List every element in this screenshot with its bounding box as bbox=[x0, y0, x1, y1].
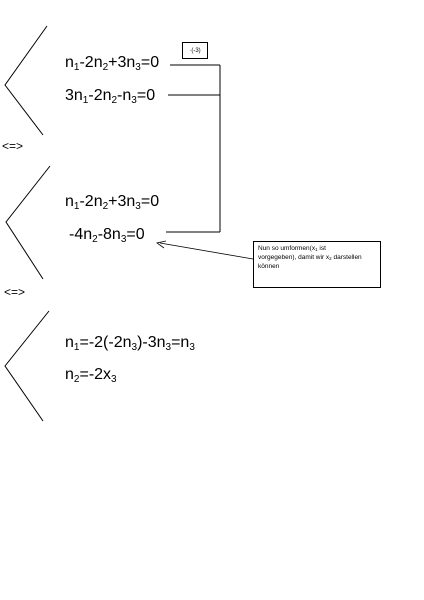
note-arrow-head bbox=[157, 241, 166, 248]
equation-1-1: $n_1-2n_2+3n_3=0$ bbox=[65, 54, 160, 73]
note-arrow-line bbox=[160, 243, 253, 259]
equation-2-2: $-4n_2-8n_3=0$ bbox=[69, 226, 145, 245]
multiplier-box: ·(-3) bbox=[182, 42, 208, 59]
angle-bracket-2 bbox=[6, 166, 50, 279]
equation-3-2: $n_2=-2x_3$ bbox=[65, 366, 117, 385]
equivalence-1: <=> bbox=[2, 139, 24, 153]
equivalence-2: <=> bbox=[4, 285, 26, 299]
annotation-note bbox=[253, 241, 381, 288]
equation-2-1: $n_1-2n_2+3n_3=0$ bbox=[65, 193, 160, 212]
note-line-1: Nun so $umformen(x_1$ ist bbox=[258, 245, 326, 252]
equation-1-2: $3n_1-2n_2-n_3=0$ bbox=[65, 87, 156, 106]
note-line-2: vorgegeben), damit wir $x_2$ darstellen bbox=[258, 254, 362, 261]
angle-bracket-1 bbox=[5, 26, 47, 135]
angle-bracket-3 bbox=[5, 311, 49, 421]
note-line-3: können bbox=[258, 263, 280, 270]
equation-3-1: $n_1=-2(-2n_3)-3n_3=n_3$ bbox=[65, 334, 195, 353]
